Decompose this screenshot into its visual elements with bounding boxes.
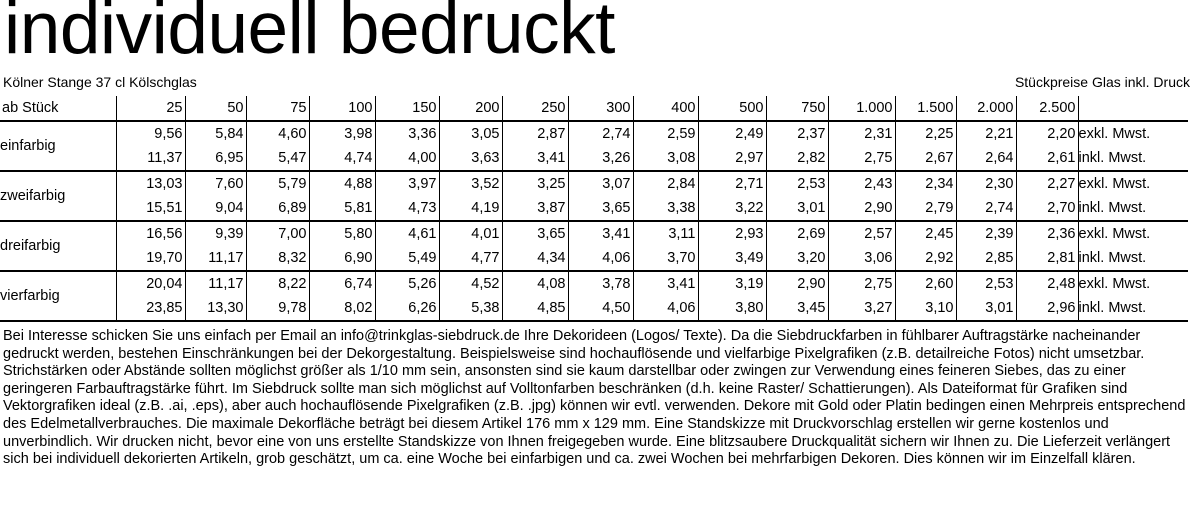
color-label: dreifarbig xyxy=(0,221,116,271)
price-cell: 3,52 xyxy=(439,171,502,196)
price-cell: 2,97 xyxy=(698,146,766,171)
price-cell: 2,57 xyxy=(828,221,895,246)
price-cell: 3,26 xyxy=(568,146,633,171)
price-cell: 3,45 xyxy=(766,296,828,321)
price-cell: 5,47 xyxy=(246,146,309,171)
price-row-excl xyxy=(0,121,1188,146)
price-cell: 4,88 xyxy=(309,171,375,196)
price-cell: 4,85 xyxy=(502,296,568,321)
price-cell: 2,25 xyxy=(895,121,956,146)
tax-label: exkl. Mwst. xyxy=(1078,121,1188,146)
price-cell: 3,63 xyxy=(439,146,502,171)
price-cell: 2,60 xyxy=(895,271,956,296)
price-cell: 3,27 xyxy=(828,296,895,321)
price-cell: 2,39 xyxy=(956,221,1016,246)
price-cell: 8,32 xyxy=(246,246,309,271)
price-cell: 6,90 xyxy=(309,246,375,271)
price-cell: 3,10 xyxy=(895,296,956,321)
price-cell: 3,20 xyxy=(766,246,828,271)
price-cell: 16,56 xyxy=(116,221,185,246)
price-cell: 3,78 xyxy=(568,271,633,296)
price-cell: 9,56 xyxy=(116,121,185,146)
price-cell: 3,05 xyxy=(439,121,502,146)
price-cell: 2,69 xyxy=(766,221,828,246)
price-cell: 3,19 xyxy=(698,271,766,296)
qty-header: 1.000 xyxy=(828,96,895,121)
price-row-incl xyxy=(0,296,1188,321)
price-cell: 5,49 xyxy=(375,246,439,271)
qty-header: 300 xyxy=(568,96,633,121)
qty-header: 200 xyxy=(439,96,502,121)
tax-label: inkl. Mwst. xyxy=(1078,196,1188,221)
price-cell: 3,80 xyxy=(698,296,766,321)
price-cell: 2,92 xyxy=(895,246,956,271)
price-cell: 2,85 xyxy=(956,246,1016,271)
price-cell: 2,74 xyxy=(568,121,633,146)
price-cell: 3,41 xyxy=(633,271,698,296)
price-cell: 2,53 xyxy=(956,271,1016,296)
header-row xyxy=(0,96,1188,121)
price-cell: 3,11 xyxy=(633,221,698,246)
qty-header: 250 xyxy=(502,96,568,121)
price-cell: 2,30 xyxy=(956,171,1016,196)
price-cell: 6,95 xyxy=(185,146,246,171)
price-cell: 2,96 xyxy=(1016,296,1078,321)
price-cell: 2,75 xyxy=(828,271,895,296)
price-cell: 2,31 xyxy=(828,121,895,146)
qty-header: 750 xyxy=(766,96,828,121)
product-name: Kölner Stange 37 cl Kölschglas xyxy=(3,74,197,90)
color-label: zweifarbig xyxy=(0,171,116,221)
price-table xyxy=(0,96,1188,322)
price-cell: 4,74 xyxy=(309,146,375,171)
price-cell: 3,70 xyxy=(633,246,698,271)
price-cell: 4,77 xyxy=(439,246,502,271)
price-cell: 6,89 xyxy=(246,196,309,221)
price-cell: 2,49 xyxy=(698,121,766,146)
price-cell: 3,65 xyxy=(502,221,568,246)
price-cell: 3,36 xyxy=(375,121,439,146)
price-cell: 3,97 xyxy=(375,171,439,196)
qty-header: 2.000 xyxy=(956,96,1016,121)
price-cell: 3,41 xyxy=(502,146,568,171)
price-cell: 2,82 xyxy=(766,146,828,171)
price-cell: 3,08 xyxy=(633,146,698,171)
price-cell: 4,61 xyxy=(375,221,439,246)
price-cell: 13,30 xyxy=(185,296,246,321)
tax-label: exkl. Mwst. xyxy=(1078,271,1188,296)
qty-header: 1.500 xyxy=(895,96,956,121)
qty-header: 75 xyxy=(246,96,309,121)
price-cell: 2,81 xyxy=(1016,246,1078,271)
price-cell: 2,79 xyxy=(895,196,956,221)
price-cell: 4,34 xyxy=(502,246,568,271)
price-cell: 9,04 xyxy=(185,196,246,221)
price-cell: 5,80 xyxy=(309,221,375,246)
price-cell: 11,37 xyxy=(116,146,185,171)
price-cell: 4,52 xyxy=(439,271,502,296)
qty-header: 50 xyxy=(185,96,246,121)
price-cell: 7,60 xyxy=(185,171,246,196)
price-cell: 5,81 xyxy=(309,196,375,221)
price-cell: 2,20 xyxy=(1016,121,1078,146)
price-cell: 2,64 xyxy=(956,146,1016,171)
price-cell: 2,43 xyxy=(828,171,895,196)
page-title: individuell bedruckt xyxy=(4,0,615,69)
price-cell: 5,38 xyxy=(439,296,502,321)
qty-label: ab Stück xyxy=(0,96,116,121)
price-cell: 6,26 xyxy=(375,296,439,321)
price-cell: 8,02 xyxy=(309,296,375,321)
price-cell: 4,06 xyxy=(568,246,633,271)
price-cell: 2,70 xyxy=(1016,196,1078,221)
qty-header: 150 xyxy=(375,96,439,121)
price-row-incl xyxy=(0,246,1188,271)
price-cell: 4,19 xyxy=(439,196,502,221)
price-cell: 3,38 xyxy=(633,196,698,221)
price-cell: 13,03 xyxy=(116,171,185,196)
price-row-incl xyxy=(0,196,1188,221)
price-cell: 3,01 xyxy=(766,196,828,221)
tax-label: inkl. Mwst. xyxy=(1078,246,1188,271)
qty-header: 400 xyxy=(633,96,698,121)
price-cell: 2,71 xyxy=(698,171,766,196)
color-label: vierfarbig xyxy=(0,271,116,321)
price-cell: 4,00 xyxy=(375,146,439,171)
price-cell: 7,00 xyxy=(246,221,309,246)
price-cell: 3,06 xyxy=(828,246,895,271)
price-row-excl xyxy=(0,221,1188,246)
price-row-excl xyxy=(0,171,1188,196)
price-cell: 3,22 xyxy=(698,196,766,221)
tax-label: inkl. Mwst. xyxy=(1078,296,1188,321)
tax-label: inkl. Mwst. xyxy=(1078,146,1188,171)
price-cell: 5,79 xyxy=(246,171,309,196)
price-cell: 5,84 xyxy=(185,121,246,146)
tax-header xyxy=(1078,96,1188,121)
price-cell: 2,27 xyxy=(1016,171,1078,196)
price-cell: 19,70 xyxy=(116,246,185,271)
price-note: Stückpreise Glas inkl. Druck xyxy=(1014,74,1190,90)
price-cell: 3,87 xyxy=(502,196,568,221)
price-cell: 2,48 xyxy=(1016,271,1078,296)
price-cell: 5,26 xyxy=(375,271,439,296)
price-cell: 2,75 xyxy=(828,146,895,171)
price-cell: 6,74 xyxy=(309,271,375,296)
price-row-excl xyxy=(0,271,1188,296)
qty-header: 2.500 xyxy=(1016,96,1078,121)
qty-header: 500 xyxy=(698,96,766,121)
price-cell: 2,90 xyxy=(766,271,828,296)
price-cell: 4,50 xyxy=(568,296,633,321)
price-cell: 2,34 xyxy=(895,171,956,196)
price-cell: 2,37 xyxy=(766,121,828,146)
price-cell: 3,25 xyxy=(502,171,568,196)
price-cell: 2,87 xyxy=(502,121,568,146)
price-cell: 2,93 xyxy=(698,221,766,246)
price-cell: 3,65 xyxy=(568,196,633,221)
price-cell: 2,53 xyxy=(766,171,828,196)
price-cell: 4,01 xyxy=(439,221,502,246)
price-cell: 2,90 xyxy=(828,196,895,221)
price-cell: 4,60 xyxy=(246,121,309,146)
price-cell: 11,17 xyxy=(185,246,246,271)
tax-label: exkl. Mwst. xyxy=(1078,171,1188,196)
price-cell: 9,39 xyxy=(185,221,246,246)
price-cell: 23,85 xyxy=(116,296,185,321)
price-cell: 4,06 xyxy=(633,296,698,321)
price-cell: 9,78 xyxy=(246,296,309,321)
price-cell: 8,22 xyxy=(246,271,309,296)
price-cell: 2,21 xyxy=(956,121,1016,146)
price-cell: 3,07 xyxy=(568,171,633,196)
price-cell: 3,98 xyxy=(309,121,375,146)
price-cell: 4,73 xyxy=(375,196,439,221)
price-cell: 15,51 xyxy=(116,196,185,221)
color-label: einfarbig xyxy=(0,121,116,171)
info-paragraph: Bei Interesse schicken Sie uns einfach per Email an info@trinkglas-siebdruck.de Ihre Dekorideen (Logos/ Texte). Da die Siebdruckfarben in fühlbarer Auftragstärke nacheinander gedruckt werden, bestehen Einschränkungen bei der Dekorgestaltung. Beispielsweise sind hochauflösende und vielfarbige Pixelgrafiken (z.B. detailreiche Fotos) nicht umsetzbar. Strichstärken oder Abstände sollten möglichst größer als 1/10 mm sein, ansonsten sind sie kaum darstellbar oder zwingen zur Verwendung eines feineren Siebes, das zu einer geringeren Farbauftragstärke führt. Im Siebdruck sollte man sich möglichst auf Volltonfarben beschränken (d.h. keine Raster/ Schattierungen). Als Dateiformat für Grafiken sind Vektorgrafiken ideal (z.B. .ai, .eps), aber auch hochauflösende Pixelgrafiken (z.B. .jpg) können wir evtl. verwenden. Dekore mit Gold oder Platin bedingen einen Mehrpreis entsprechend des Edelmetallverbrauches. Die maximale Dekorfläche beträgt bei diesem Artikel 176 mm x 129 mm. Eine Standskizze mit Druckvorschlag erstellen wir gerne kostenlos und unverbindlich. Wir drucken nicht, bevor eine von uns erstellte Standskizze von Ihnen freigegeben wurde. Eine blitzsaubere Druckqualität sichern wir Ihnen zu. Die Lieferzeit verlängert sich bei individuell dekorierten Artikeln, grob geschätzt, um ca. eine Woche bei einfarbigen und ca. zwei Wochen bei mehrfarbigen Dekoren. Dies können wir im Einzelfall klären. xyxy=(3,328,1186,468)
price-cell: 2,59 xyxy=(633,121,698,146)
price-cell: 11,17 xyxy=(185,271,246,296)
price-cell: 2,45 xyxy=(895,221,956,246)
tax-label: exkl. Mwst. xyxy=(1078,221,1188,246)
price-cell: 2,74 xyxy=(956,196,1016,221)
price-cell: 2,67 xyxy=(895,146,956,171)
price-cell: 3,49 xyxy=(698,246,766,271)
qty-header: 25 xyxy=(116,96,185,121)
price-cell: 4,08 xyxy=(502,271,568,296)
price-cell: 3,01 xyxy=(956,296,1016,321)
price-cell: 2,36 xyxy=(1016,221,1078,246)
price-cell: 20,04 xyxy=(116,271,185,296)
price-cell: 2,84 xyxy=(633,171,698,196)
price-row-incl xyxy=(0,146,1188,171)
price-cell: 3,41 xyxy=(568,221,633,246)
price-cell: 2,61 xyxy=(1016,146,1078,171)
qty-header: 100 xyxy=(309,96,375,121)
